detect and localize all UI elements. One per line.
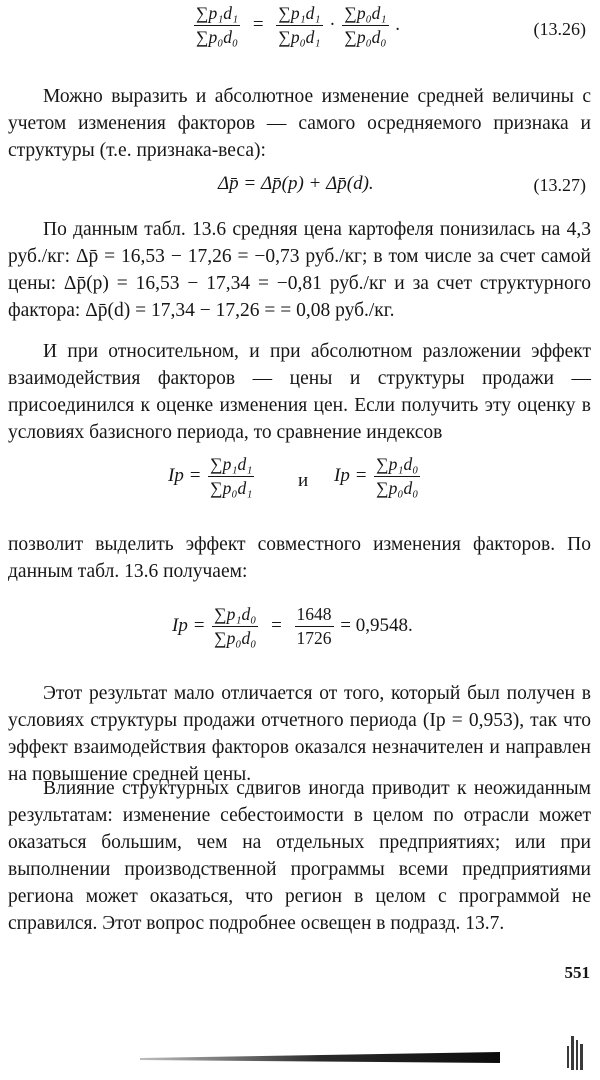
denominator: ∑p₀d₁ <box>278 27 321 47</box>
numerator: ∑p₁d₁ <box>208 453 254 477</box>
denominator: ∑p₀d₀ <box>344 27 387 47</box>
index-label-2: Ip = <box>334 464 368 486</box>
denominator: ∑p₀d₀ <box>196 27 239 47</box>
paragraph-result-comment: Этот результат мало отличается от того, который был получен в условиях структуры продажи отчетного периода (Ip = 0,953), так что эффект взаимодействия факторов оказался незначителен и направлен на повышение средней цены. <box>8 683 591 785</box>
page-number: 551 <box>564 963 590 982</box>
equals-sign: = <box>271 614 282 636</box>
fraction-index <box>212 603 258 650</box>
denominator: ∑p₀d₁ <box>210 478 253 498</box>
fraction-index-2 <box>374 453 420 500</box>
numerator: ∑p₁d₁ <box>194 2 240 26</box>
denominator-value: 1726 <box>296 628 332 648</box>
numerator: ∑p₁d₀ <box>374 453 420 477</box>
paragraph-absolute-change: Можно выразить и абсолютное изменение средней величины с учетом изменения факторов — самого осредняемого признака и структуры (т.е. признака-веса): <box>8 86 591 161</box>
paragraph-price-data: По данным табл. 13.6 средняя цена картофеля понизилась на 4,3 руб./кг: Δp̄ = 16,53 − 17,26 = −0,73 руб./кг; в том числе за счет самой цены: Δp̄(p) = 16,53 − 17,34 = −0,81 руб./кг и за счет структурного фактора: Δp̄(d) = 17,34 − 17,26 = = 0,08 руб./кг. <box>8 219 591 321</box>
denominator: ∑p₀d₀ <box>214 628 257 648</box>
equation-number: (13.27) <box>533 175 586 195</box>
equation-number: (13.26) <box>533 19 586 39</box>
conjunction: и <box>298 470 309 491</box>
equation-result <box>0 603 600 661</box>
equation-indices <box>0 453 600 511</box>
scan-corner-mark <box>563 1034 589 1074</box>
fraction-values <box>295 603 334 650</box>
paragraph-interaction-effect: И при относительном, и при абсолютном разложении эффект взаимодействия факторов — цены и структуры продажи — присоединился к оценке изменения цен. Если получить эту оценку в условиях базисного периода, то сравнение индексов <box>8 341 591 443</box>
equation-text: Δp̄ = Δp̄(p) + Δp̄(d). <box>218 173 374 194</box>
result-value: = 0,9548. <box>340 614 413 636</box>
fraction-one <box>276 2 322 49</box>
multiply-dot: · <box>329 13 336 35</box>
paragraph-joint-effect: позволит выделить эффект совместного изменения факторов. По данным табл. 13.6 получаем: <box>8 534 591 582</box>
index-label-1: Ip = <box>168 464 202 486</box>
fraction-two <box>342 2 388 49</box>
fraction-index-1 <box>208 453 254 500</box>
scan-edge-mark <box>140 1051 500 1064</box>
numerator: ∑p₁d₁ <box>276 2 322 26</box>
period: . <box>395 13 401 35</box>
denominator: ∑p₀d₀ <box>376 478 419 498</box>
numerator-value: 1648 <box>295 603 334 627</box>
equals-sign: = <box>252 13 264 35</box>
equation-13-26 <box>0 2 600 60</box>
index-label: Ip = <box>172 614 206 636</box>
paragraph-structural-shifts: Влияние структурных сдвигов иногда приводит к неожиданным результатам: изменение себестоимости в целом по отрасли может оказаться большим, чем на отдельных предприятиях; или при выполнении производственной программы всеми предприятиями региона может оказаться, что регион в целом с программой не справился. Этот вопрос подробнее освещен в подразд. 13.7. <box>8 778 591 934</box>
fraction-lhs <box>194 2 240 49</box>
numerator: ∑p₁d₀ <box>212 603 258 627</box>
equation-13-27 <box>0 173 600 201</box>
numerator: ∑p₀d₁ <box>342 2 388 26</box>
